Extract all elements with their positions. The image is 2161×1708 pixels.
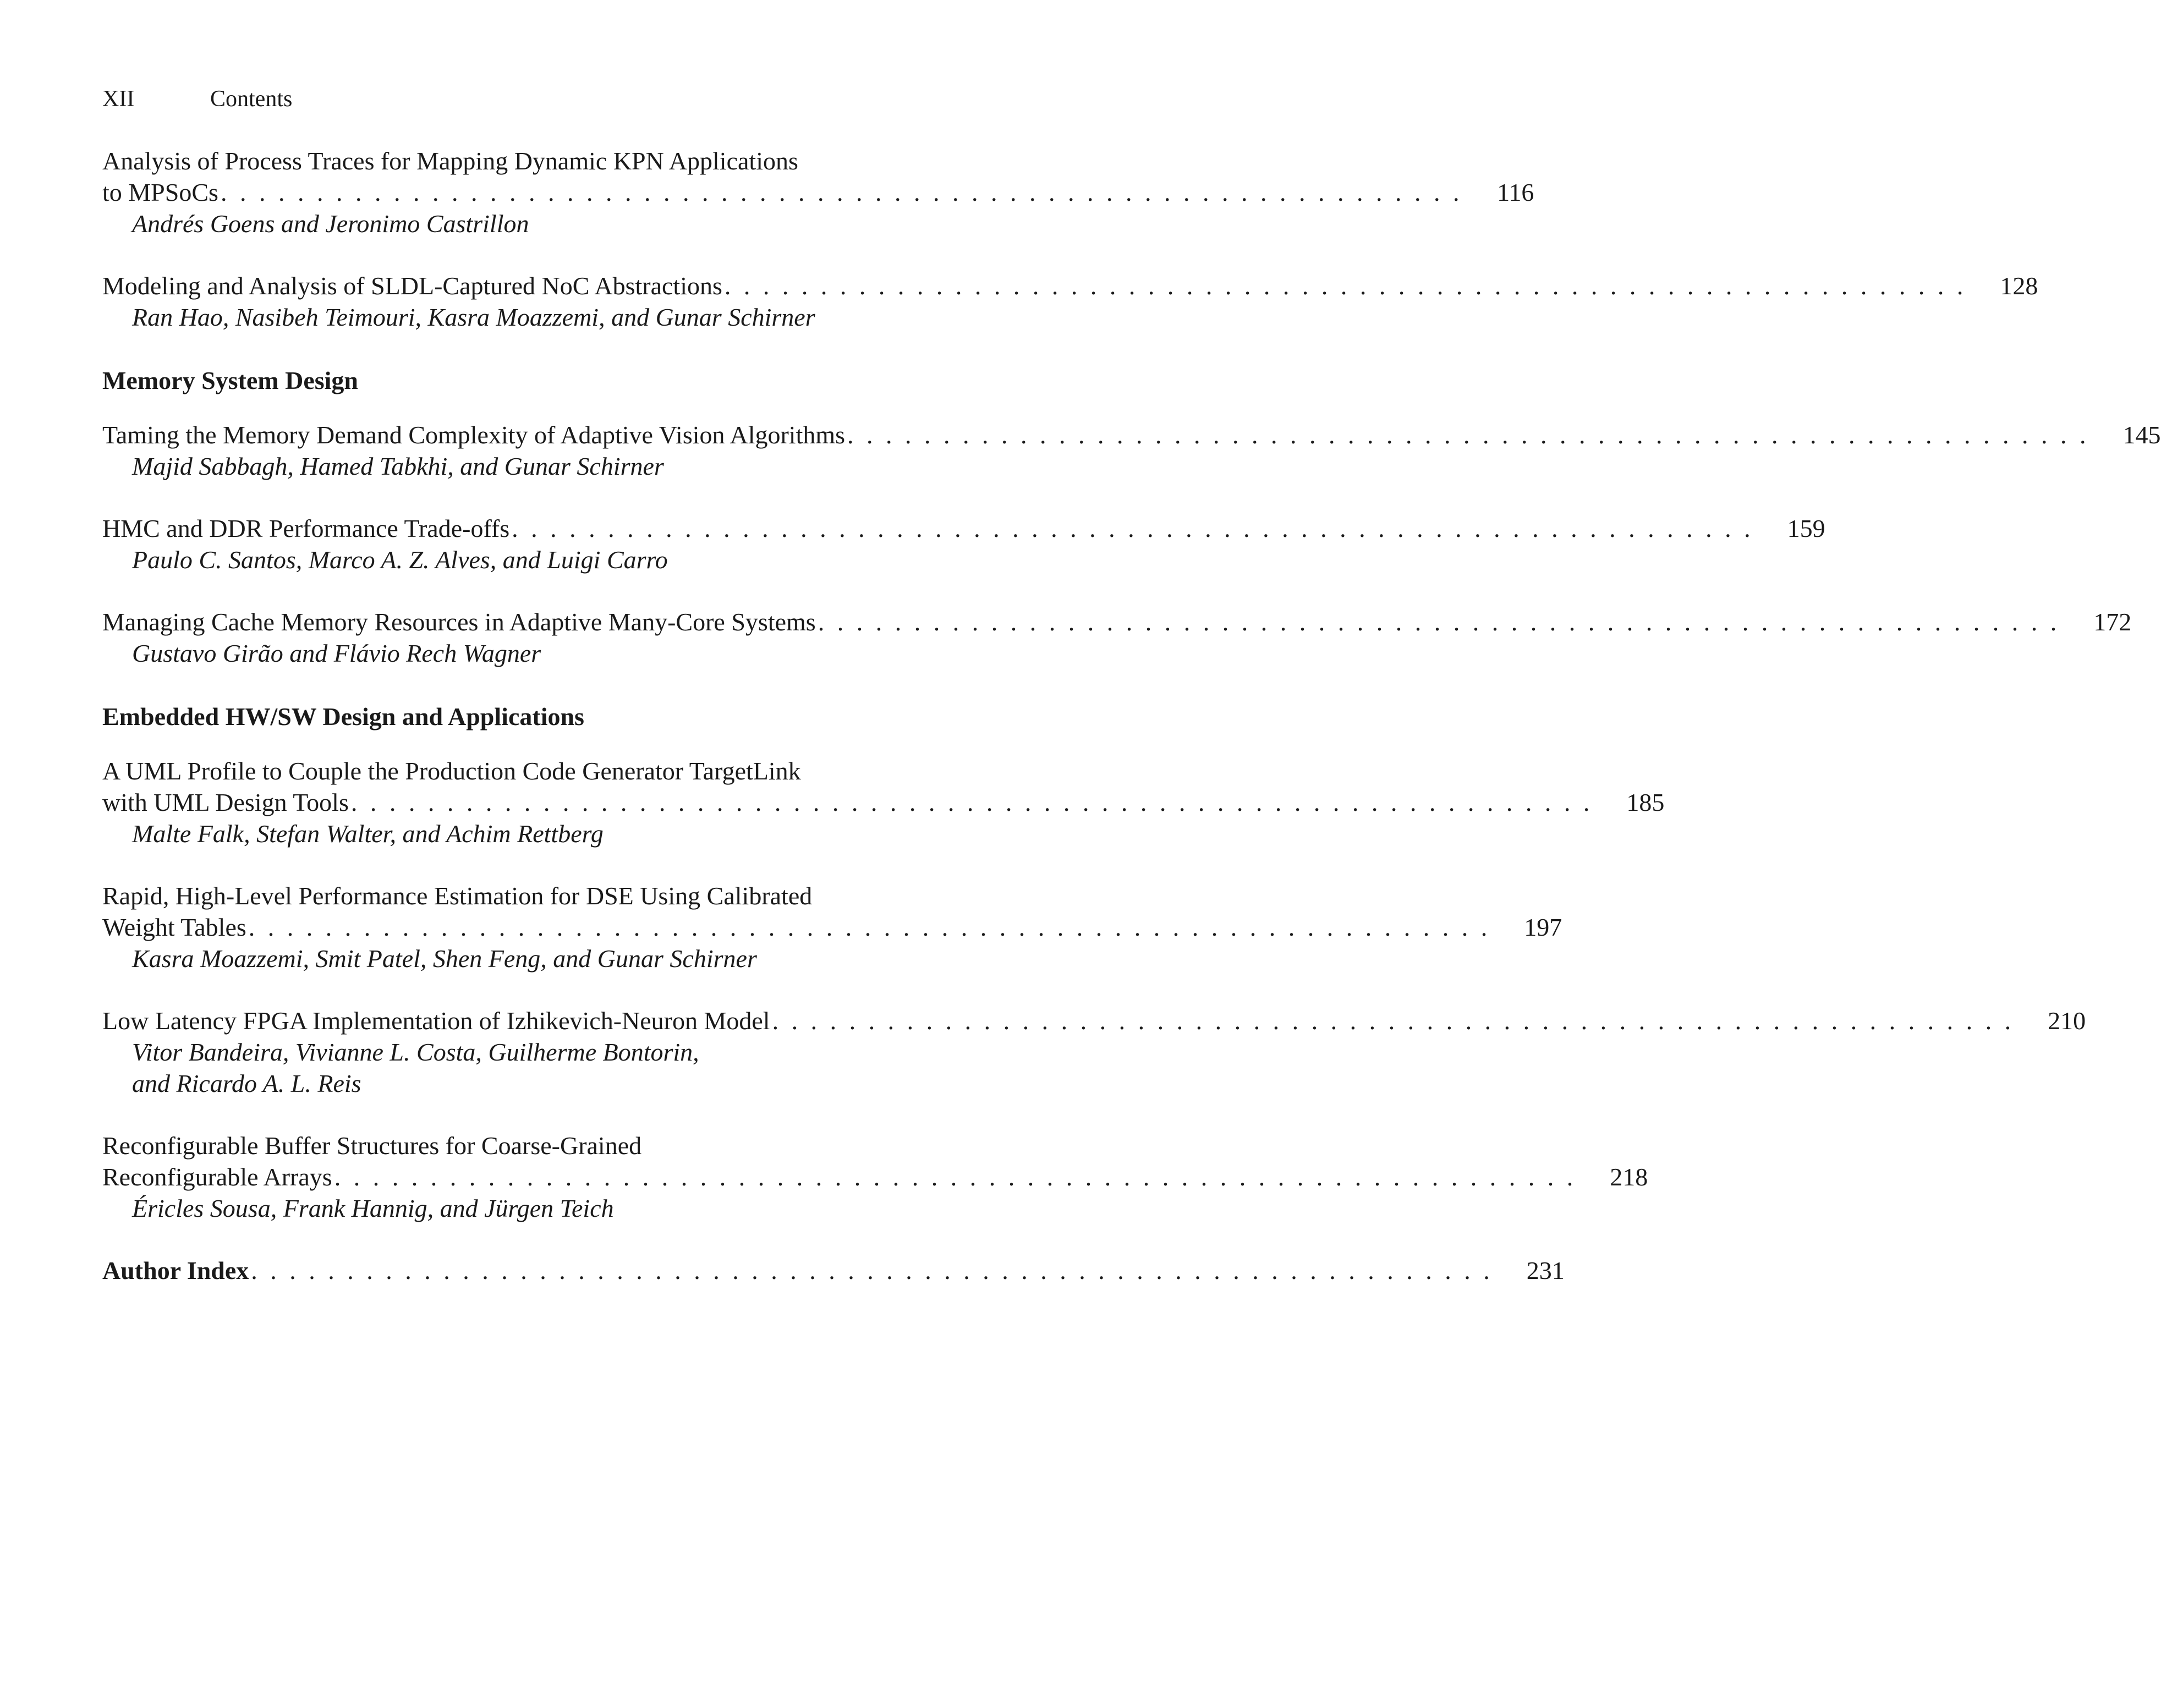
dot-leader: . . . . . . . . . . . . . . . . . . . . . . . . . . . . . . . . . . . . . . . . . . . . . . . . . . . . . . . . . . . . . . . . . bbox=[248, 913, 1491, 941]
dot-leader: . . . . . . . . . . . . . . . . . . . . . . . . . . . . . . . . . . . . . . . . . . . . . . . . . . . . . . . . . . . . . . . . . bbox=[350, 788, 1593, 816]
toc-title-line-leader bbox=[102, 911, 1562, 943]
running-head-title: Contents bbox=[210, 86, 293, 112]
dot-leader: . . . . . . . . . . . . . . . . . . . . . . . . . . . . . . . . . . . . . . . . . . . . . . . . . . . . . . . . . . . . . . . . . bbox=[847, 421, 2089, 449]
dot-leader: . . . . . . . . . . . . . . . . . . . . . . . . . . . . . . . . . . . . . . . . . . . . . . . . . . . . . . . . . . . . . . . . . bbox=[512, 514, 1754, 542]
author-index-entry[interactable] bbox=[102, 1255, 1565, 1286]
toc-entry-authors: Paulo C. Santos, Marco A. Z. Alves, and Luigi Carro bbox=[132, 546, 668, 574]
toc-title-line bbox=[102, 1130, 999, 1161]
toc-title-line-leader bbox=[102, 1005, 2086, 1036]
toc-group-continued bbox=[102, 145, 2038, 333]
toc-title-line-leader bbox=[102, 270, 2038, 301]
page-number: 159 bbox=[1787, 514, 1825, 542]
toc-entry-title: Modeling and Analysis of SLDL-Captured NoC Abstractions bbox=[102, 272, 722, 300]
page-number: 210 bbox=[2048, 1007, 2086, 1035]
toc-entry-title-cont: with UML Design Tools bbox=[102, 788, 349, 816]
toc-entry-title: Taming the Memory Demand Complexity of Adaptive Vision Algorithms bbox=[102, 421, 846, 449]
toc-title-line-leader bbox=[102, 606, 2132, 638]
dot-leader: . . . . . . . . . . . . . . . . . . . . . . . . . . . . . . . . . . . . . . . . . . . . . . . . . . . . . . . . . . . . . . . . . bbox=[334, 1163, 1577, 1191]
dot-leader: . . . . . . . . . . . . . . . . . . . . . . . . . . . . . . . . . . . . . . . . . . . . . . . . . . . . . . . . . . . . . . . . . bbox=[220, 178, 1463, 206]
toc-entry[interactable] bbox=[102, 606, 2132, 669]
toc-title-line-leader bbox=[102, 513, 1825, 544]
page-number: 231 bbox=[1526, 1256, 1565, 1284]
toc-title-line-leader bbox=[102, 787, 1665, 818]
toc-title-line bbox=[102, 145, 999, 177]
section-heading-embedded: Embedded HW/SW Design and Applications bbox=[102, 702, 584, 731]
page-number: 185 bbox=[1626, 788, 1665, 816]
toc-entry-title: HMC and DDR Performance Trade-offs bbox=[102, 514, 510, 542]
toc-entry-authors: Kasra Moazzemi, Smit Patel, Shen Feng, and Gunar Schirner bbox=[132, 944, 757, 973]
toc-entry[interactable] bbox=[102, 145, 1534, 239]
page-number: 197 bbox=[1524, 913, 1562, 941]
page-number: 218 bbox=[1610, 1163, 1648, 1191]
dot-leader: . . . . . . . . . . . . . . . . . . . . . . . . . . . . . . . . . . . . . . . . . . . . . . . . . . . . . . . . . . . . . . . . . bbox=[724, 272, 1967, 300]
toc-entry-title: A UML Profile to Couple the Production Code Generator TargetLink bbox=[102, 757, 801, 785]
toc-entry-authors: Malte Falk, Stefan Walter, and Achim Rettberg bbox=[132, 820, 604, 848]
toc-entry-authors-cont: and Ricardo A. L. Reis bbox=[132, 1069, 361, 1097]
toc-title-line-leader bbox=[102, 177, 1534, 208]
toc-page bbox=[102, 83, 2161, 1286]
dot-leader: . . . . . . . . . . . . . . . . . . . . . . . . . . . . . . . . . . . . . . . . . . . . . . . . . . . . . . . . . . . . . . . . . bbox=[772, 1007, 2015, 1035]
toc-title-line bbox=[102, 755, 999, 787]
page-number: 128 bbox=[2000, 272, 2038, 300]
page-number: 145 bbox=[2122, 421, 2161, 449]
toc-entry[interactable] bbox=[102, 419, 2161, 482]
page-folio: XII bbox=[102, 86, 135, 112]
section-heading-memory: Memory System Design bbox=[102, 366, 359, 394]
toc-entry-title: Reconfigurable Buffer Structures for Coarse-Grained bbox=[102, 1132, 642, 1160]
toc-entry-authors: Andrés Goens and Jeronimo Castrillon bbox=[132, 210, 529, 238]
toc-entry-title: Analysis of Process Traces for Mapping Dynamic KPN Applications bbox=[102, 147, 798, 175]
toc-entry-title: Low Latency FPGA Implementation of Izhikevich-Neuron Model bbox=[102, 1007, 770, 1035]
toc-entry-authors: Vitor Bandeira, Vivianne L. Costa, Guilherme Bontorin, bbox=[132, 1038, 699, 1066]
toc-entry-title-cont: Weight Tables bbox=[102, 913, 246, 941]
toc-entry[interactable] bbox=[102, 880, 1562, 974]
toc-entry-title: Managing Cache Memory Resources in Adaptive Many-Core Systems bbox=[102, 608, 816, 636]
toc-title-line-leader bbox=[102, 419, 2161, 451]
toc-entry-authors: Ran Hao, Nasibeh Teimouri, Kasra Moazzemi, and Gunar Schirner bbox=[132, 303, 815, 331]
toc-entry-title: Rapid, High-Level Performance Estimation for DSE Using Calibrated bbox=[102, 882, 813, 910]
toc-title-line bbox=[102, 880, 999, 911]
toc-entry[interactable] bbox=[102, 1130, 1648, 1224]
toc-entry[interactable] bbox=[102, 1005, 2086, 1099]
toc-entry-authors: Majid Sabbagh, Hamed Tabkhi, and Gunar Schirner bbox=[132, 452, 664, 480]
toc-title-line-leader bbox=[102, 1161, 1648, 1193]
running-head bbox=[102, 83, 999, 116]
toc-section-memory bbox=[102, 419, 2161, 669]
page-number: 172 bbox=[2093, 608, 2132, 636]
toc-entry[interactable] bbox=[102, 270, 2038, 333]
toc-entry-authors: Gustavo Girão and Flávio Rech Wagner bbox=[132, 639, 541, 667]
toc-entry-title-cont: Reconfigurable Arrays bbox=[102, 1163, 332, 1191]
page-number: 116 bbox=[1497, 178, 1534, 206]
dot-leader: . . . . . . . . . . . . . . . . . . . . . . . . . . . . . . . . . . . . . . . . . . . . . . . . . . . . . . . . . . . . . . . . . bbox=[251, 1256, 1493, 1284]
toc-entry[interactable] bbox=[102, 755, 1665, 849]
dot-leader: . . . . . . . . . . . . . . . . . . . . . . . . . . . . . . . . . . . . . . . . . . . . . . . . . . . . . . . . . . . . . . . . . bbox=[818, 608, 2060, 636]
author-index-label: Author Index bbox=[102, 1256, 249, 1284]
toc-section-embedded bbox=[102, 755, 2086, 1224]
toc-entry[interactable] bbox=[102, 513, 1825, 575]
toc-entry-authors: Éricles Sousa, Frank Hannig, and Jürgen Teich bbox=[132, 1194, 614, 1222]
toc-entry-title-cont: to MPSoCs bbox=[102, 178, 218, 206]
